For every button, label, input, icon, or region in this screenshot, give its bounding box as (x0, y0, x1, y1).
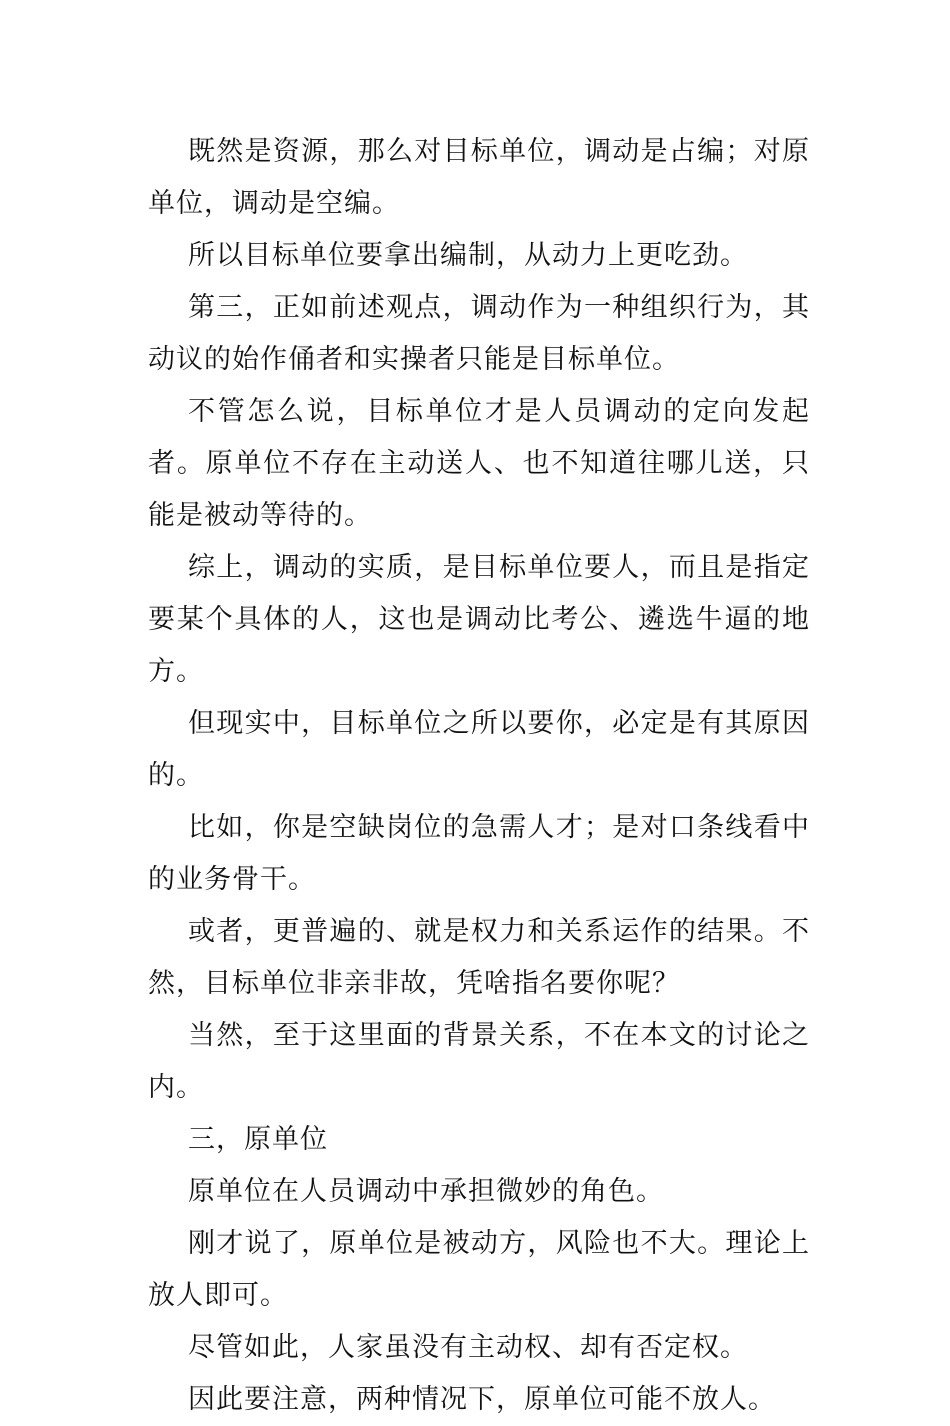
paragraph-13: 尽管如此，人家虽没有主动权、却有否定权。 (188, 1332, 748, 1363)
paragraph-11: 原单位在人员调动中承担微妙的角色。 (188, 1176, 664, 1207)
paragraph-4: 不管怎么说，目标单位才是人员调动的定向发起者。原单位不存在主动送人、也不知道往哪儿送，只能是被动等待的。 (148, 396, 810, 531)
paragraph-12: 刚才说了，原单位是被动方，风险也不大。理论上放人即可。 (148, 1228, 810, 1311)
paragraph-6: 但现实中，目标单位之所以要你，必定是有其原因的。 (148, 708, 810, 791)
paragraph-7: 比如，你是空缺岗位的急需人才；是对口条线看中的业务骨干。 (148, 812, 810, 895)
paragraph-8: 或者，更普遍的、就是权力和关系运作的结果。不然，目标单位非亲非故，凭啥指名要你呢？ (148, 916, 810, 999)
section-heading: 三，原单位 (188, 1124, 328, 1155)
paragraph-3: 第三，正如前述观点，调动作为一种组织行为，其动议的始作俑者和实操者只能是目标单位。 (148, 292, 810, 375)
paragraph-1: 既然是资源，那么对目标单位，调动是占编；对原单位，调动是空编。 (148, 136, 810, 219)
document-body (148, 126, 810, 1426)
paragraph-14: 因此要注意，两种情况下，原单位可能不放人。 (188, 1384, 776, 1415)
paragraph-5: 综上，调动的实质，是目标单位要人，而且是指定要某个具体的人，这也是调动比考公、遴选牛逼的地方。 (148, 552, 810, 687)
paragraph-2: 所以目标单位要拿出编制，从动力上更吃劲。 (188, 240, 748, 271)
paragraph-9: 当然，至于这里面的背景关系，不在本文的讨论之内。 (148, 1020, 810, 1103)
